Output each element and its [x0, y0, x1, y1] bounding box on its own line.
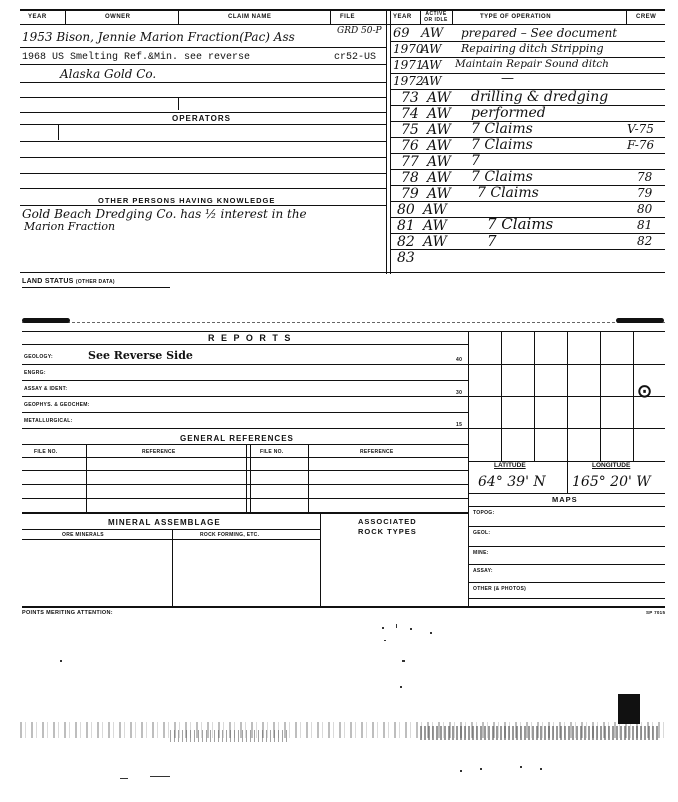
reports-title: R E P O R T S — [208, 333, 293, 343]
owner-entry-3: Alaska Gold Co. — [60, 67, 157, 81]
geology-value: See Reverse Side — [88, 349, 193, 362]
operation-row: 79 AW 7 Claims 79 — [391, 185, 665, 202]
longitude-value: 165° 20' W — [572, 474, 651, 490]
other-persons-line-2: Marion Fraction — [24, 220, 116, 233]
scan-noise-band-2 — [170, 730, 290, 742]
maps-other: OTHER (& PHOTOS) — [473, 586, 527, 592]
header-file: FILE — [340, 14, 355, 20]
side-number-40: 40 — [456, 357, 463, 363]
maps-title: MAPS — [552, 495, 578, 504]
rock-forming-label: ROCK FORMING, ETC. — [200, 532, 260, 538]
operation-row: 81 AW 7 Claims 81 — [391, 217, 665, 234]
associated-rock-line-2: ROCK TYPES — [358, 527, 417, 536]
ref-file-no-2: FILE NO. — [260, 449, 284, 455]
owner-entry-1: 1953 Bison, Jennie Marion Fraction(Pac) Ass — [22, 30, 295, 44]
dashed-separator — [22, 322, 665, 323]
operation-row: 69 AW prepared – See document — [391, 25, 665, 42]
location-marker-icon: ⊙ — [637, 381, 653, 401]
operations-log — [391, 25, 665, 271]
header-claim-name: CLAIM NAME — [228, 14, 272, 20]
operation-row: 73 AW drilling & dredging — [391, 89, 665, 106]
geology-label: GEOLOGY: — [24, 354, 53, 360]
maps-assay: ASSAY: — [473, 568, 493, 574]
metallurgical-label: METALLURGICAL: — [24, 418, 73, 424]
operation-row: 74 AW performed — [391, 105, 665, 122]
location-grid — [469, 331, 665, 461]
operators-label: OPERATORS — [172, 114, 231, 123]
side-number-30: 30 — [456, 390, 463, 396]
engrg-label: ENGRG: — [24, 370, 46, 376]
header-active-idle: ACTIVE OR IDLE — [424, 11, 448, 23]
latitude-value: 64° 39' N — [478, 474, 546, 490]
other-persons-label: OTHER PERSONS HAVING KNOWLEDGE — [98, 196, 276, 205]
ref-reference-2: REFERENCE — [360, 449, 394, 455]
latitude-label: LATITUDE — [494, 462, 526, 469]
operation-row: 77 AW 7 — [391, 153, 665, 170]
header-crew: CREW — [636, 14, 657, 20]
header-owner: OWNER — [105, 14, 131, 20]
owner-file-2: cr52-US — [334, 52, 377, 63]
ref-file-no: FILE NO. — [34, 449, 58, 455]
general-references-title: GENERAL REFERENCES — [180, 434, 294, 443]
owner-entry-2: 1968 US Smelting Ref.&Min. see reverse — [22, 52, 251, 63]
operation-row: 78 AW 7 Claims 78 — [391, 169, 665, 186]
geophys-label: GEOPHYS. & GEOCHEM: — [24, 402, 90, 408]
points-meriting-label: POINTS MERITING ATTENTION: — [22, 610, 113, 616]
operation-row: 83 — [397, 250, 415, 266]
longitude-label: LONGITUDE — [592, 462, 631, 469]
operation-row: 1970 AW Repairing ditch Stripping — [391, 41, 665, 58]
operation-row: 1971 AW Maintain Repair Sound ditch — [391, 57, 665, 74]
form-number: SP 7015 — [646, 610, 666, 615]
ref-reference: REFERENCE — [142, 449, 176, 455]
other-persons-line-1: Gold Beach Dredging Co. has ½ interest in the — [22, 207, 307, 221]
owner-file-1: GRD 50-P — [337, 26, 382, 36]
scan-noise-band-3 — [420, 726, 660, 740]
registration-block — [618, 694, 640, 724]
operation-row: 80 AW 80 — [391, 201, 665, 218]
header-type-operation: TYPE OF OPERATION — [480, 14, 552, 20]
associated-rock-line-1: ASSOCIATED — [358, 517, 417, 526]
operation-row: 1972 AW — — [391, 73, 665, 90]
header-year2: YEAR — [393, 14, 412, 20]
ore-minerals-label: ORE MINERALS — [62, 532, 104, 538]
tab-mark-right — [616, 318, 664, 323]
assay-label: ASSAY & IDENT: — [24, 386, 68, 392]
operation-row: 76 AW 7 Claims F-76 — [391, 137, 665, 154]
maps-geol: GEOL: — [473, 530, 491, 536]
tab-mark-left — [22, 318, 70, 323]
side-number-15: 15 — [456, 422, 463, 428]
maps-topog: TOPOG: — [473, 510, 495, 516]
operation-row: 82 AW 7 82 — [391, 233, 665, 250]
mineral-assemblage-title: MINERAL ASSEMBLAGE — [108, 518, 221, 527]
operation-row: 75 AW 7 Claims V-75 — [391, 121, 665, 138]
header-year: YEAR — [28, 14, 47, 20]
maps-mine: MINE: — [473, 550, 489, 556]
land-status-label: LAND STATUS (OTHER DATA) — [22, 278, 115, 285]
